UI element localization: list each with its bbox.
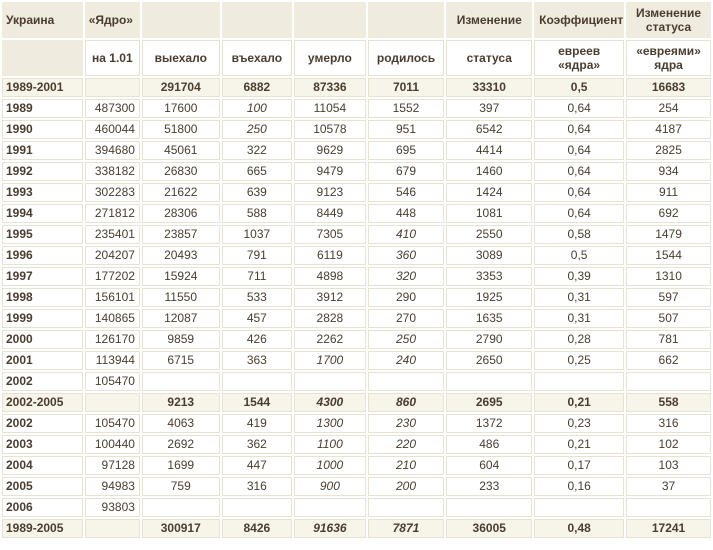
header-change-top: Изменение статуса <box>626 2 711 38</box>
cell-born: 270 <box>368 309 445 328</box>
cell-left: 45061 <box>142 141 220 160</box>
cell-left: 21622 <box>142 183 220 202</box>
header-died: умерло <box>294 40 366 76</box>
cell-core: 487300 <box>85 99 140 118</box>
cell-change: 254 <box>626 99 711 118</box>
cell-label: 2004 <box>2 456 83 475</box>
cell-born: 250 <box>368 330 445 349</box>
cell-left: 6715 <box>142 351 220 370</box>
cell-status: 1925 <box>446 288 532 307</box>
cell-status: 397 <box>446 99 532 118</box>
cell-born: 695 <box>368 141 445 160</box>
table-row <box>2 204 711 223</box>
cell-died: 6119 <box>294 246 366 265</box>
cell-core: 105470 <box>85 372 140 391</box>
cell-label: 2003 <box>2 435 83 454</box>
cell-label: 1998 <box>2 288 83 307</box>
cell-entered: 533 <box>222 288 293 307</box>
cell-left: 291704 <box>142 78 220 97</box>
cell-label: 1994 <box>2 204 83 223</box>
cell-died: 1700 <box>294 351 366 370</box>
table-row <box>2 330 711 349</box>
cell-label: 2000 <box>2 330 83 349</box>
header-coef-sub: евреев «ядра» <box>534 40 624 76</box>
header-core-sub: на 1.01 <box>85 40 140 76</box>
cell-label: 1999 <box>2 309 83 328</box>
cell-entered: 457 <box>222 309 293 328</box>
cell-change: 692 <box>626 204 711 223</box>
cell-left: 4063 <box>142 414 220 433</box>
cell-change: 597 <box>626 288 711 307</box>
cell-coef <box>534 498 624 517</box>
cell-status: 4414 <box>446 141 532 160</box>
cell-status: 3353 <box>446 267 532 286</box>
cell-left: 28306 <box>142 204 220 223</box>
cell-entered: 250 <box>222 120 293 139</box>
cell-core: 235401 <box>85 225 140 244</box>
cell-status: 36005 <box>446 519 532 538</box>
cell-born <box>368 498 445 517</box>
cell-entered: 426 <box>222 330 293 349</box>
cell-change: 507 <box>626 309 711 328</box>
cell-core: 460044 <box>85 120 140 139</box>
cell-left: 17600 <box>142 99 220 118</box>
table-row <box>2 456 711 475</box>
table-row <box>2 162 711 181</box>
cell-coef: 0,64 <box>534 162 624 181</box>
cell-coef: 0,31 <box>534 309 624 328</box>
cell-left: 2692 <box>142 435 220 454</box>
cell-coef: 0,58 <box>534 225 624 244</box>
cell-coef: 0,64 <box>534 120 624 139</box>
header-born: родилось <box>368 40 445 76</box>
cell-born: 210 <box>368 456 445 475</box>
cell-coef: 0,16 <box>534 477 624 496</box>
cell-status: 33310 <box>446 78 532 97</box>
cell-label: 1990 <box>2 120 83 139</box>
table-row <box>2 393 711 412</box>
cell-change: 934 <box>626 162 711 181</box>
cell-label: 1996 <box>2 246 83 265</box>
cell-status: 6542 <box>446 120 532 139</box>
cell-left: 23857 <box>142 225 220 244</box>
cell-label: 1995 <box>2 225 83 244</box>
cell-died <box>294 372 366 391</box>
cell-entered: 362 <box>222 435 293 454</box>
cell-status: 1081 <box>446 204 532 223</box>
cell-born: 320 <box>368 267 445 286</box>
cell-coef: 0,31 <box>534 288 624 307</box>
cell-change: 102 <box>626 435 711 454</box>
cell-coef: 0,64 <box>534 204 624 223</box>
cell-core: 140865 <box>85 309 140 328</box>
cell-coef: 0,25 <box>534 351 624 370</box>
table-row <box>2 372 711 391</box>
cell-coef: 0,64 <box>534 99 624 118</box>
cell-status: 2790 <box>446 330 532 349</box>
cell-coef: 0,64 <box>534 141 624 160</box>
cell-core <box>85 393 140 412</box>
cell-died: 4300 <box>294 393 366 412</box>
cell-status: 486 <box>446 435 532 454</box>
cell-core: 271812 <box>85 204 140 223</box>
cell-change: 1479 <box>626 225 711 244</box>
cell-status: 1424 <box>446 183 532 202</box>
cell-coef: 0,5 <box>534 246 624 265</box>
header-left: выехало <box>142 40 220 76</box>
cell-change: 1310 <box>626 267 711 286</box>
cell-label: 1992 <box>2 162 83 181</box>
cell-label: 1989 <box>2 99 83 118</box>
cell-change: 2825 <box>626 141 711 160</box>
cell-left <box>142 372 220 391</box>
cell-left <box>142 498 220 517</box>
cell-died: 3912 <box>294 288 366 307</box>
cell-left: 12087 <box>142 309 220 328</box>
cell-coef: 0,28 <box>534 330 624 349</box>
cell-born: 951 <box>368 120 445 139</box>
cell-coef: 0,21 <box>534 393 624 412</box>
cell-core: 156101 <box>85 288 140 307</box>
header-entered: въехало <box>222 40 293 76</box>
cell-entered: 447 <box>222 456 293 475</box>
cell-label: 2002-2005 <box>2 393 83 412</box>
table-row <box>2 309 711 328</box>
cell-born: 546 <box>368 183 445 202</box>
table-row <box>2 435 711 454</box>
cell-entered: 588 <box>222 204 293 223</box>
table-row <box>2 267 711 286</box>
cell-entered: 1544 <box>222 393 293 412</box>
cell-left: 300917 <box>142 519 220 538</box>
cell-left: 15924 <box>142 267 220 286</box>
cell-entered <box>222 498 293 517</box>
cell-born: 200 <box>368 477 445 496</box>
cell-label: 1997 <box>2 267 83 286</box>
cell-born: 240 <box>368 351 445 370</box>
cell-label: 2006 <box>2 498 83 517</box>
cell-core: 94983 <box>85 477 140 496</box>
cell-died: 9479 <box>294 162 366 181</box>
table-row <box>2 120 711 139</box>
header-country: Украина <box>2 2 83 38</box>
cell-status: 3089 <box>446 246 532 265</box>
cell-born: 679 <box>368 162 445 181</box>
cell-entered: 665 <box>222 162 293 181</box>
cell-coef: 0,39 <box>534 267 624 286</box>
table-row <box>2 78 711 97</box>
header-change-sub: «евреями» ядра <box>626 40 711 76</box>
cell-core: 302283 <box>85 183 140 202</box>
cell-change: 4187 <box>626 120 711 139</box>
cell-died: 8449 <box>294 204 366 223</box>
cell-entered: 6882 <box>222 78 293 97</box>
cell-entered: 711 <box>222 267 293 286</box>
cell-change: 781 <box>626 330 711 349</box>
cell-born: 448 <box>368 204 445 223</box>
cell-label: 2002 <box>2 372 83 391</box>
cell-coef: 0,5 <box>534 78 624 97</box>
cell-status <box>446 498 532 517</box>
table-row <box>2 225 711 244</box>
cell-left: 51800 <box>142 120 220 139</box>
cell-change: 16683 <box>626 78 711 97</box>
cell-core: 97128 <box>85 456 140 475</box>
cell-born: 7871 <box>368 519 445 538</box>
cell-born: 230 <box>368 414 445 433</box>
cell-label: 2001 <box>2 351 83 370</box>
cell-left: 9213 <box>142 393 220 412</box>
cell-status: 2695 <box>446 393 532 412</box>
cell-core: 338182 <box>85 162 140 181</box>
cell-died: 2262 <box>294 330 366 349</box>
cell-core <box>85 78 140 97</box>
header-core: «Ядро» <box>85 2 140 38</box>
cell-core: 394680 <box>85 141 140 160</box>
cell-status: 604 <box>446 456 532 475</box>
cell-left: 1699 <box>142 456 220 475</box>
cell-died: 1100 <box>294 435 366 454</box>
header-status-top: Изменение <box>446 2 532 38</box>
cell-entered: 316 <box>222 477 293 496</box>
cell-status: 1460 <box>446 162 532 181</box>
cell-status: 1635 <box>446 309 532 328</box>
cell-coef: 0,48 <box>534 519 624 538</box>
cell-born: 290 <box>368 288 445 307</box>
cell-label: 2002 <box>2 414 83 433</box>
cell-left: 759 <box>142 477 220 496</box>
cell-change: 316 <box>626 414 711 433</box>
cell-died: 11054 <box>294 99 366 118</box>
cell-died: 1000 <box>294 456 366 475</box>
cell-left: 9859 <box>142 330 220 349</box>
cell-died: 10578 <box>294 120 366 139</box>
table-row <box>2 498 711 517</box>
header-coef-top: Коэффициент <box>534 2 624 38</box>
cell-entered: 1037 <box>222 225 293 244</box>
cell-entered: 419 <box>222 414 293 433</box>
cell-born: 410 <box>368 225 445 244</box>
cell-left: 20493 <box>142 246 220 265</box>
cell-died: 87336 <box>294 78 366 97</box>
cell-label: 1989-2001 <box>2 78 83 97</box>
cell-entered: 8426 <box>222 519 293 538</box>
cell-born: 7011 <box>368 78 445 97</box>
cell-core: 93803 <box>85 498 140 517</box>
cell-status <box>446 372 532 391</box>
table-row <box>2 246 711 265</box>
cell-died: 7305 <box>294 225 366 244</box>
table-row <box>2 141 711 160</box>
cell-core: 126170 <box>85 330 140 349</box>
cell-entered: 322 <box>222 141 293 160</box>
cell-entered: 639 <box>222 183 293 202</box>
table-row <box>2 351 711 370</box>
cell-born: 1552 <box>368 99 445 118</box>
header-row-top <box>2 2 711 38</box>
cell-core: 100440 <box>85 435 140 454</box>
table-row <box>2 183 711 202</box>
cell-died: 1300 <box>294 414 366 433</box>
cell-entered <box>222 372 293 391</box>
cell-born: 220 <box>368 435 445 454</box>
table-row <box>2 99 711 118</box>
cell-coef: 0,17 <box>534 456 624 475</box>
cell-status: 2550 <box>446 225 532 244</box>
cell-died <box>294 498 366 517</box>
cell-died: 2828 <box>294 309 366 328</box>
cell-died: 9123 <box>294 183 366 202</box>
cell-status: 2650 <box>446 351 532 370</box>
cell-change: 103 <box>626 456 711 475</box>
cell-coef: 0,23 <box>534 414 624 433</box>
header-status-sub: статуса <box>446 40 532 76</box>
cell-status: 1372 <box>446 414 532 433</box>
header-row-sub <box>2 40 711 76</box>
cell-died: 4898 <box>294 267 366 286</box>
cell-entered: 363 <box>222 351 293 370</box>
table-row <box>2 477 711 496</box>
cell-status: 233 <box>446 477 532 496</box>
cell-born: 860 <box>368 393 445 412</box>
cell-died: 900 <box>294 477 366 496</box>
cell-entered: 100 <box>222 99 293 118</box>
cell-born: 360 <box>368 246 445 265</box>
cell-label: 1991 <box>2 141 83 160</box>
cell-left: 11550 <box>142 288 220 307</box>
cell-entered: 791 <box>222 246 293 265</box>
table-row <box>2 519 711 538</box>
cell-coef: 0,64 <box>534 183 624 202</box>
cell-died: 9629 <box>294 141 366 160</box>
cell-died: 91636 <box>294 519 366 538</box>
cell-core: 177202 <box>85 267 140 286</box>
cell-coef: 0,21 <box>534 435 624 454</box>
cell-core: 105470 <box>85 414 140 433</box>
cell-coef <box>534 372 624 391</box>
cell-left: 26830 <box>142 162 220 181</box>
cell-core <box>85 519 140 538</box>
cell-change: 558 <box>626 393 711 412</box>
table-row <box>2 288 711 307</box>
cell-born <box>368 372 445 391</box>
cell-change: 662 <box>626 351 711 370</box>
cell-change: 37 <box>626 477 711 496</box>
cell-change: 1544 <box>626 246 711 265</box>
cell-core: 113944 <box>85 351 140 370</box>
cell-label: 1989-2005 <box>2 519 83 538</box>
cell-change <box>626 372 711 391</box>
cell-change <box>626 498 711 517</box>
cell-label: 1993 <box>2 183 83 202</box>
table-row <box>2 414 711 433</box>
cell-change: 17241 <box>626 519 711 538</box>
cell-label: 2005 <box>2 477 83 496</box>
cell-change: 911 <box>626 183 711 202</box>
cell-core: 204207 <box>85 246 140 265</box>
